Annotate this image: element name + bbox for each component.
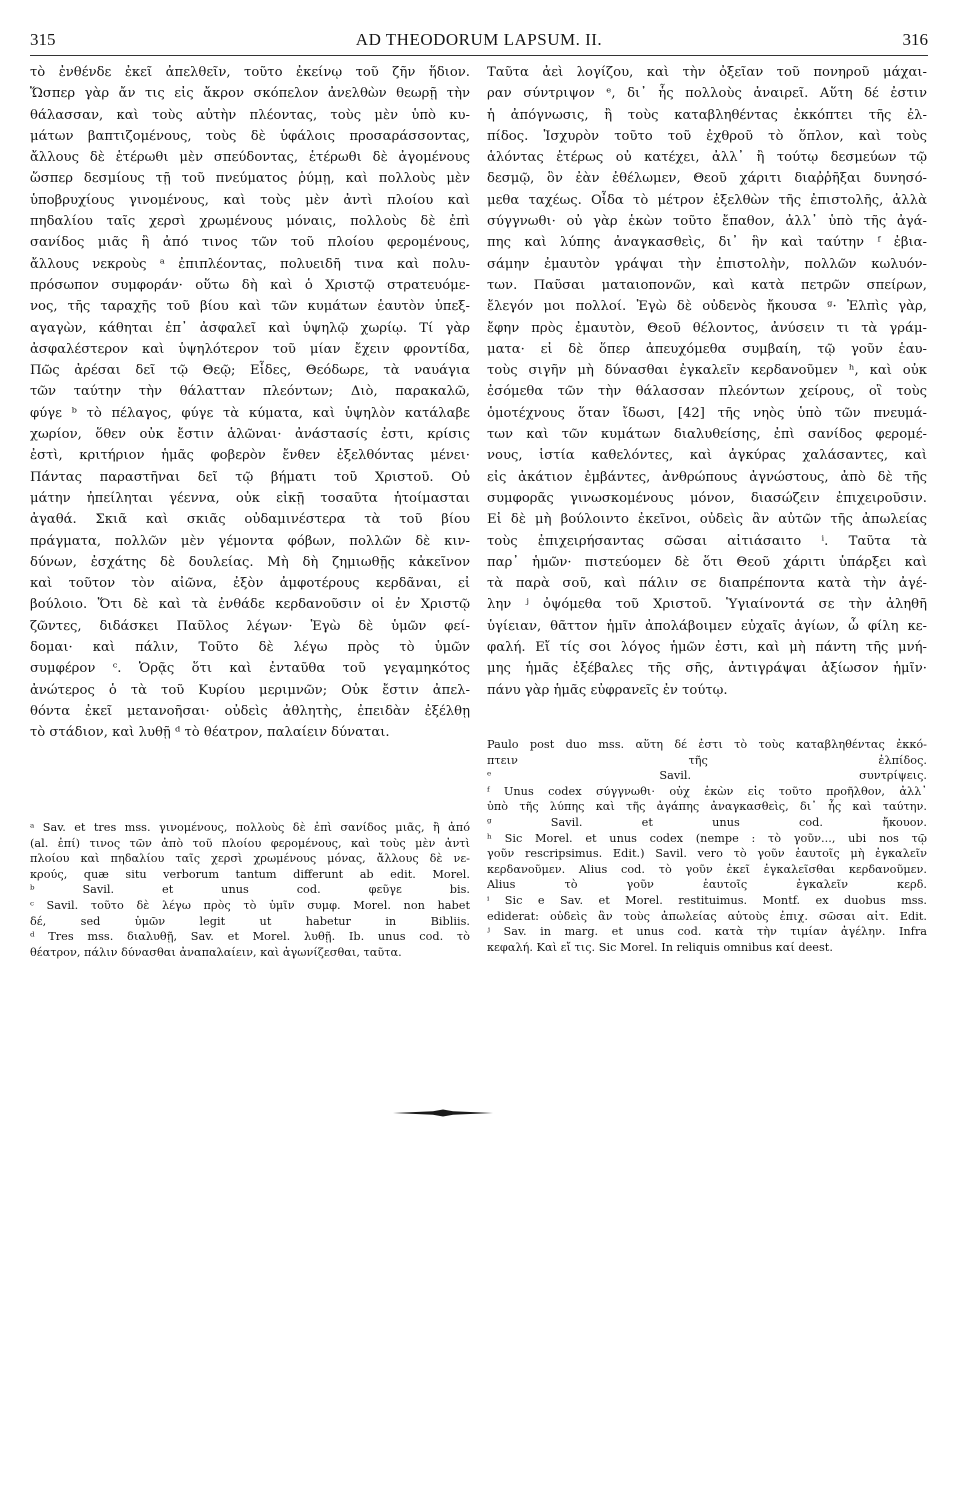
text-line: Πῶς ἀρέσαι δεῖ τῷ Θεῷ; Εἶδες, Θεόδωρε, τὰ ναυάγια bbox=[30, 363, 470, 379]
text-line: ραν σύντριψον ᵉ, δι᾽ ἧς πολλοὺς ἀναιρεῖ. Αὕτη δέ ἐστιν bbox=[487, 86, 927, 102]
text-line: τοὺς ἐπιχειρήσαντας σῶσαι αἰτιάσαιτο ⁱ. Ταῦτα τὰ bbox=[487, 533, 927, 549]
text-line: θάλασσαν, καὶ τοὺς αὐτὴν πλέοντας, τοὺς μὲν ὑπὸ κυ- bbox=[30, 107, 470, 123]
text-line: μης ἡμᾶς ἐξέβαλες τῆς σῆς, ἀντιγράψαι ἀξίωσον ἡμῖν· bbox=[487, 661, 927, 677]
text-line: ἡ ἀπόγνωσις, ἢ τοὺς καταβληθέντας ἐκκόπτει τῆς ἐλ- bbox=[487, 107, 927, 123]
footnote-line: ᵍ Savil. et unus cod. ἤκουον. bbox=[487, 815, 927, 829]
text-line: ὁμοτέχνους ὅταν ἴδωσι, [42] τῆς νηὸς ὑπὸ τῶν πνευμά- bbox=[487, 405, 927, 421]
text-line: καὶ τοῦτον τὸν αἰῶνα, ἐξὸν ἀμφοτέρους κερδᾶναι, εἰ bbox=[30, 576, 470, 592]
text-line: ὑποβρυχίους γινομένους, καὶ τοὺς μὲν ἀντὶ πλοίου καὶ bbox=[30, 192, 470, 208]
text-line: ζῶντες, διδάσκει Παῦλος λέγων· Ἐγὼ δὲ ὑμῶν φεί- bbox=[30, 618, 470, 634]
text-line: Ταῦτα ἀεὶ λογίζου, καὶ τὴν ὀξεῖαν τοῦ πονηροῦ μάχαι- bbox=[487, 65, 927, 80]
running-title: AD THEODORUM LAPSUM. II. bbox=[355, 30, 603, 49]
footnote-line: ᵃ Sav. et tres mss. γινομένους, πολλοὺς δὲ ἐπὶ σανίδος μιᾶς, ἢ ἀπό bbox=[30, 821, 470, 834]
text-line: ἀγαθά. Σκιᾶ καὶ σκιᾶς οὐδαμινέστερα τὰ τοῦ βίου bbox=[30, 512, 470, 528]
text-line: μάτων βαπτιζομένους, τοὺς δὲ ὑφάλοις προσαράσσοντας, bbox=[30, 128, 470, 144]
footnote-line: κρούς, quæ situ verborum tantum differunt ab edit. Morel. bbox=[30, 867, 470, 881]
text-line: εἰς ἀκάτιον ἐμβάντες, ἀνθρώπους ἀγνώστους, ἀπὸ δὲ τῆς bbox=[487, 469, 927, 485]
text-line: ἀνώτερος ὁ τὰ τοῦ Κυρίου μεριμνῶν; Οὐκ ἔστιν ἀπελ- bbox=[30, 682, 470, 698]
text-line: ὑγίειαν, θᾶττον ἡμῖν ἀπολάβοιμεν εὐχαῖς ἁγίων, ὦ φίλη κε- bbox=[487, 618, 927, 634]
header-rule bbox=[30, 55, 928, 56]
right-column-footnotes bbox=[487, 737, 927, 955]
text-line: τὸ ἐνθένδε ἐκεῖ ἀπελθεῖν, τοῦτο ἐκείνῳ τοῦ ζῆν ἥδιον. bbox=[30, 65, 470, 80]
text-line: πράγματα, πολλῶν μὲν γέμοντα φόβων, πολλῶν δὲ κιν- bbox=[30, 533, 470, 549]
text-line: φύγε ᵇ τὸ πέλαγος, φύγε τὰ κύματα, καὶ ὑψηλὸν κατάλαβε bbox=[30, 405, 470, 421]
text-line: πίδος. Ἰσχυρὸν τοῦτο τοῦ ἐχθροῦ τὸ ὅπλον, καὶ τοὺς bbox=[487, 128, 927, 144]
text-line: ἐσόμεθα τῶν τὴν θάλασσαν πλεόντων χείρους, οἳ τοὺς bbox=[487, 384, 927, 400]
footnote-line: (al. ἐπί) τινος τῶν ἀπὸ τοῦ πλοίου φερομένους, καὶ τοὺς μὲν ἀντὶ bbox=[30, 836, 470, 850]
text-line: δομαι· καὶ πάλιν, Τοῦτο δὲ λέγω πρὸς τὸ ὑμῶν bbox=[30, 640, 470, 656]
footnote-line: ᵉ Savil. συντρίψεις. bbox=[487, 769, 927, 783]
text-line: ἔφην πρὸς ἐμαυτὸν, Θεοῦ θέλοντος, ἀνύσειν τι τὰ γράμ- bbox=[487, 320, 927, 336]
text-line: φαλή. Εἴ τίς σοι λόγος ἡμῶν ἐστι, καὶ μὴ πάντη τῆς μνή- bbox=[487, 640, 927, 656]
text-line: τοὺς σιγῆν μὴ δύνασθαι ἐγκαλεῖν κερδανοῦμεν ʰ, καὶ οὐκ bbox=[487, 363, 927, 379]
footnote-line: ediderat: οὐδεὶς ἂν τοὺς ἀπωλείας αὐτοὺς ἐπιχ. σῶσαι αἰτ. Edit. bbox=[487, 909, 927, 923]
page-number-right: 316 bbox=[902, 30, 928, 49]
text-line: ἔλεγόν μοι πολλοί. Ἐγὼ δὲ οὐδενὸς ἤκουσα ᵍ· Ἐλπὶς γὰρ, bbox=[487, 299, 927, 315]
footnote-line: κερδανοῦμεν. Alius cod. τὸ γοῦν ἐκεῖ ἐγκαλεῖσθαι κερδανοῦμεν. bbox=[487, 862, 927, 876]
text-line: ἀσφαλέστερον καὶ ὑψηλότερον τοῦ μίαν ἔχειν φροντίδα, bbox=[30, 341, 470, 357]
text-line: τὰ παρὰ σοῦ, καὶ πάλιν σε διαπρέποντα κατὰ τὴν ἀγέ- bbox=[487, 576, 927, 592]
text-line: ἁλόντας ἑτέρως οὐ κατέχει, ἀλλ᾽ ἢ τούτῳ δεσμεύων τῷ bbox=[487, 150, 927, 166]
text-line: τῶν ταύτην τὴν θάλατταν πλεόντων; Διὸ, παρακαλῶ, bbox=[30, 384, 470, 400]
text-line: σύγγνωθι· οὐ γὰρ ἑκὼν τοῦτο ἔπαθον, ἀλλ᾽ ὑπὸ τῆς ἀγά- bbox=[487, 214, 927, 230]
page-number-left: 315 bbox=[30, 30, 56, 49]
text-line: θόντα ἐκεῖ μετανοῆσαι· οὐδεὶς ἀθλητὴς, ἐπειδὰν ἐξέλθῃ bbox=[30, 703, 470, 719]
footnote-line: ᵇ Savil. et unus cod. φεῦγε bis. bbox=[30, 883, 470, 897]
running-header bbox=[30, 30, 928, 52]
text-line: δύνων, ἐσχάτης δὲ δουλείας. Μὴ δὴ ζημιωθῇς κἀκεῖνον bbox=[30, 554, 470, 570]
text-line: λην ʲ ὀψόμεθα τοῦ Χριστοῦ. Ὑγιαίνοντά σε τὴν ἀληθῆ bbox=[487, 597, 927, 613]
footnote-line: πλοίου καὶ πηδαλίου ταῖς χερσὶ χρωμένους μόνας, ἄλλους δὲ νε- bbox=[30, 852, 470, 866]
text-line: αγαγὼν, κάθηται ἐπ᾽ ἀσφαλεῖ καὶ ὑψηλῷ χωρίῳ. Τί γὰρ bbox=[30, 320, 470, 336]
text-line: ἄλλους δὲ ἑτέρωθι μὲν σπεύδοντας, ἑτέρωθι δὲ ἀγομένους bbox=[30, 150, 470, 166]
text-line: παρ᾽ ἡμῶν· πιστεύομεν δὲ ὅτι Θεοῦ χάριτι ὑπάρξει καὶ bbox=[487, 554, 927, 570]
text-line: των. Παῦσαι ματαιοπονῶν, καὶ κατὰ πετρῶν σπείρων, bbox=[487, 277, 927, 293]
text-line: νους, ἱστία καθελόντες, καὶ ἀγκύρας χαλάσαντες, καὶ bbox=[487, 448, 927, 464]
footnote-line: Paulo post duo mss. αὕτη δέ ἐστι τὸ τοὺς καταβληθέντας ἐκκό- bbox=[487, 738, 927, 751]
text-line: των καὶ τῶν κυμάτων διαλυθείσης, ἐπὶ σανίδος φερομέ- bbox=[487, 427, 927, 443]
text-line: ὥσπερ δεσμίους τῇ τοῦ πνεύματος ῥύμῃ, καὶ πολλοὺς μὲν bbox=[30, 171, 470, 187]
text-line: συμφέρον ᶜ. Ὁρᾷς ὅτι καὶ ἐνταῦθα τοῦ γεγαμηκότος bbox=[30, 661, 470, 677]
end-ornament bbox=[393, 1108, 493, 1118]
text-line: Ὥσπερ γὰρ ἄν τις εἰς ἄκρον σκόπελον ἀνελθὼν θεωρῇ τὴν bbox=[30, 86, 470, 102]
text-line: νος, τῆς ταραχῆς τοῦ βίου καὶ τῶν κυμάτων ἑαυτὸν ὑπεξ- bbox=[30, 299, 470, 315]
text-line: συμφορᾶς γινωσκομένους μόνον, διασώζειν ἐπιχειροῦσιν. bbox=[487, 490, 927, 506]
text-line: μάτην ἠπείληται γέεννα, οὐκ εἰκῇ τοσαῦτα ἡτοίμασται bbox=[30, 490, 470, 506]
footnote-line: ʰ Sic Morel. et unus codex (nempe : τὸ γοῦν..., ubi nos τῷ bbox=[487, 831, 927, 845]
text-line: Πάντας παραστῆναι δεῖ τῷ βήματι τοῦ Χριστοῦ. Οὐ bbox=[30, 469, 470, 485]
left-column-footnotes bbox=[30, 820, 470, 960]
footnote-line: ᶜ Savil. τοῦτο δὲ λέγω πρὸς τὸ ὑμῖν συμφ. Morel. non habet bbox=[30, 898, 470, 912]
footnote-line: ⁱ Sic e Sav. et Morel. restituimus. Montf. ex duobus mss. bbox=[487, 893, 927, 907]
text-line: χωρίον, ὅθεν οὐκ ἔστιν ἁλῶναι· ἀνάστασίς ἐστι, κρίσις bbox=[30, 427, 470, 443]
text-line: ματα· εἰ δὲ ὅπερ ἀπευχόμεθα συμβαίη, τῷ γοῦν ἑαυ- bbox=[487, 341, 927, 357]
footnote-line: γοῦν rescripsimus. Edit.) Savil. vero τὸ γοῦν ἑαυτοῖς μὴ ἐγκαλεῖν bbox=[487, 847, 927, 861]
left-column-body bbox=[30, 62, 470, 744]
text-line: ἐστὶ, κριτήριον ἡμᾶς φοβερὸν ἔνθεν ἐξελθόντας μένει· bbox=[30, 448, 470, 464]
footnote-line: πτειν τῆς ἐλπίδος. bbox=[487, 753, 927, 767]
text-line: σανίδος μιᾶς ἢ ἀπό τινος τῶν τοῦ πλοίου φερομένους, bbox=[30, 235, 470, 251]
text-line: τὸ στάδιον, καὶ λυθῇ ᵈ τὸ θέατρον, παλαίειν δύναται. bbox=[30, 725, 390, 741]
text-line: πρόσωπον συμφοράν· οὕτω δὴ καὶ ὁ Χριστῷ στρατευόμε- bbox=[30, 277, 470, 293]
footnote-line: θέατρον, πάλιν δύνασθαι ἀναπαλαίειν, καὶ ἀγωνίζεσθαι, ταῦτα. bbox=[30, 945, 402, 959]
text-line: πηδαλίου ταῖς χερσὶ χρωμένους μόναις, πολλοὺς δὲ ἐπὶ bbox=[30, 214, 470, 230]
footnote-line: ὑπὸ τῆς λύπης καὶ τῆς ἀγάπης ἀναγκασθεὶς, δι᾽ ἧς καὶ ταύτην. bbox=[487, 800, 927, 814]
text-line: σάμην ἐμαυτὸν γράψαι τὴν ἐπιστολὴν, πολλῶν κωλυόν- bbox=[487, 256, 927, 272]
footnote-line: ᵈ Tres mss. διαλυθῇ, Sav. et Morel. λυθῇ. Ib. unus cod. τὸ bbox=[30, 930, 470, 944]
text-line: βούλοιο. Ὅτι δὲ καὶ τὰ ἐνθάδε κερδανοῦσιν οἱ ἐν Χριστῷ bbox=[30, 597, 470, 613]
text-line: πης καὶ λύπης ἀναγκασθεὶς, δι᾽ ἣν καὶ ταύτην ᶠ ἐβια- bbox=[487, 235, 927, 251]
text-line: πάνυ γὰρ ἡμᾶς εὐφρανεῖς ἐν τούτῳ. bbox=[487, 682, 728, 698]
footnote-line: ᶠ Unus codex σύγγνωθι· οὐχ ἑκὼν εἰς τοῦτο προῆλθον, ἀλλ᾽ bbox=[487, 784, 927, 798]
text-line: Εἰ δὲ μὴ βούλοιντο ἐκεῖνοι, οὐδεὶς ἂν αὐτῶν τῆς ἀπωλείας bbox=[487, 512, 927, 528]
footnote-line: ʲ Sav. in marg. et unus cod. κατὰ τὴν τιμίαν ἀγέλην. Infra bbox=[487, 925, 927, 939]
text-line: δεσμῷ, ὃν ἐὰν ἐθέλωμεν, Θεοῦ χάριτι διαῤῥῆξαι δυνησό- bbox=[487, 171, 927, 187]
text-line: μεθα ταχέως. Οἶδα τὸ μέτρον ἐξελθὼν τῆς ἐπιστολῆς, ἀλλὰ bbox=[487, 192, 927, 208]
footnote-line: δέ, sed ὑμῶν legit ut habetur in Bibliis. bbox=[30, 914, 470, 928]
right-column-body bbox=[487, 62, 927, 701]
footnote-line: κεφαλή. Καὶ εἴ τις. Sic Morel. In reliquis omnibus καί deest. bbox=[487, 940, 833, 954]
text-line: ἄλλους νεκροὺς ᵃ ἐπιπλέοντας, πολυειδῆ τινα καὶ πολυ- bbox=[30, 256, 470, 272]
footnote-line: Alius τὸ γοῦν ἑαυτοῖς ἐγκαλεῖν κερδ. bbox=[487, 878, 927, 892]
